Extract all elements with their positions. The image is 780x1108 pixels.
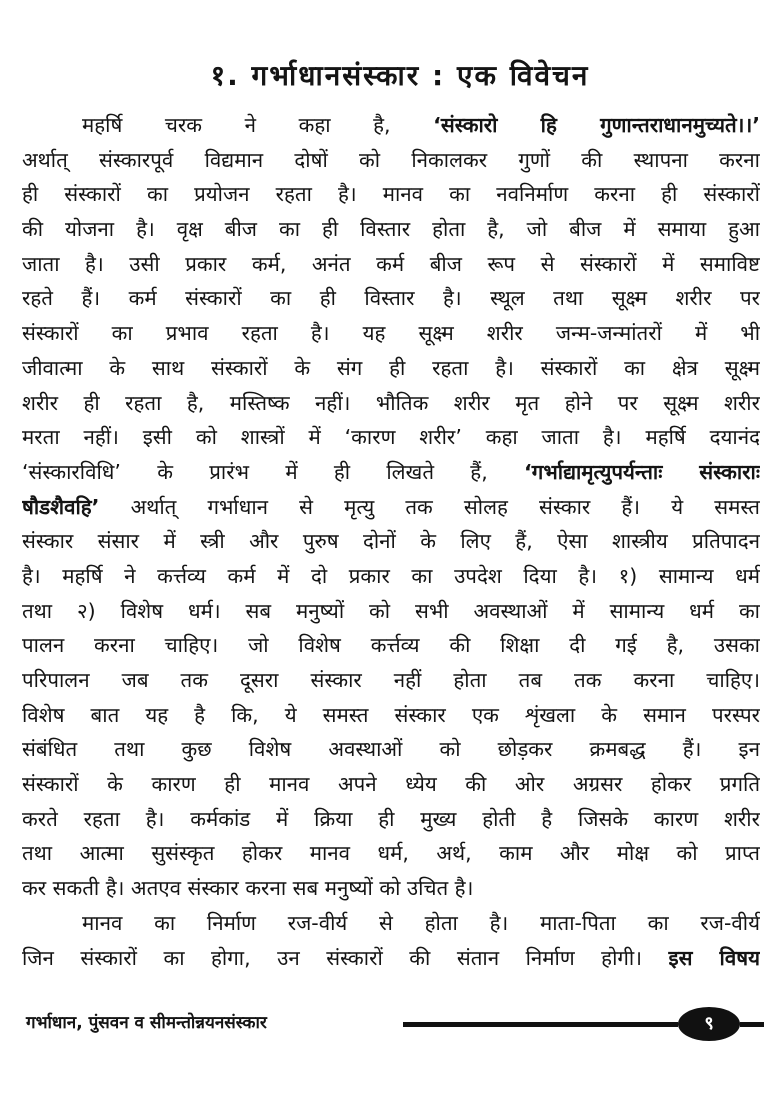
text-line: मानव का निर्माण रज-वीर्य से होता है। माता-पिता का रज-वीर्य — [82, 910, 760, 935]
sanskrit-quote: षौडशैवहि’ — [22, 494, 100, 519]
text-line: संस्कार संसार में स्त्री और पुरुष दोनों के लिए हैं, ऐसा शास्त्रीय प्रतिपादन — [22, 529, 760, 554]
text-line: जीवात्मा के साथ संस्कारों के संग ही रहता है। संस्कारों का क्षेत्र सूक्ष्म — [22, 355, 760, 380]
text-line: करते रहता है। कर्मकांड में क्रिया ही मुख्य होती है जिसके कारण शरीर — [22, 806, 760, 831]
text-line: की योजना है। वृक्ष बीज का ही विस्तार होता है, जो बीज में समाया हुआ — [22, 217, 760, 242]
sanskrit-quote: ‘संस्कारो हि गुणान्तराधानमुच्यते।।’ — [433, 113, 760, 137]
text-line: शरीर ही रहता है, मस्तिष्क नहीं। भौतिक शरीर मृत होने पर सूक्ष्म शरीर — [22, 390, 760, 415]
text-line: पालन करना चाहिए। जो विशेष कर्त्तव्य की शिक्षा दी गई है, उसका — [22, 633, 760, 658]
text-line — [22, 108, 760, 143]
footer-rule — [403, 1022, 678, 1027]
text-line: परिपालन जब तक दूसरा संस्कार नहीं होता तब तक करना चाहिए। — [22, 668, 760, 692]
sanskrit-quote: ‘गर्भाद्यामृत्युपर्यन्ताः संस्काराः — [524, 459, 760, 484]
bold-run: इस विषय — [668, 945, 760, 970]
text-line: ही संस्कारों का प्रयोजन रहता है। मानव का नवनिर्माण करना ही संस्कारों — [22, 182, 760, 207]
text-run: ‘संस्कारविधि’ के प्रारंभ में ही लिखते हैं, — [22, 459, 525, 484]
text-line: तथा २) विशेष धर्म। सब मनुष्यों को सभी अवस्थाओं में सामान्य धर्म का — [22, 598, 760, 623]
text-line — [22, 941, 760, 976]
text-line: मरता नहीं। इसी को शास्त्रों में ‘कारण शरीर’ कहा जाता है। महर्षि दयानंद — [22, 425, 760, 450]
text-line: तथा आत्मा सुसंस्कृत होकर मानव धर्म, अर्थ, काम और मोक्ष को प्राप्त — [22, 841, 760, 866]
page-footer — [18, 1002, 763, 1042]
text-run: महर्षि चरक ने कहा है, — [82, 113, 434, 137]
body-text — [22, 108, 760, 975]
text-run: जिन संस्कारों का होगा, उन संस्कारों की संतान निर्माण होगी। — [22, 945, 669, 970]
text-line: अर्थात् संस्कारपूर्व विद्यमान दोषों को निकालकर गुणों की स्थापना करना — [22, 147, 760, 172]
chapter-heading: १. गर्भाधानसंस्कार : एक विवेचन — [210, 59, 590, 92]
text-line: संस्कारों के कारण ही मानव अपने ध्येय की ओर अग्रसर होकर प्रगति — [22, 772, 760, 797]
text-line: रहते हैं। कर्म संस्कारों का ही विस्तार है। स्थूल तथा सूक्ष्म शरीर पर — [22, 286, 760, 311]
text-line: विशेष बात यह है कि, ये समस्त संस्कार एक शृंखला के समान परस्पर — [22, 702, 760, 727]
text-line: संस्कारों का प्रभाव रहता है। यह सूक्ष्म शरीर जन्म-जन्मांतरों में भी — [22, 321, 760, 346]
text-run: अर्थात् गर्भाधान से मृत्यु तक सोलह संस्कार हैं। ये समस्त — [99, 494, 760, 519]
footer-rule-end — [740, 1022, 764, 1027]
text-line: कर सकती है। अतएव संस्कार करना सब मनुष्यों को उचित है। — [22, 876, 474, 901]
text-line: जाता है। उसी प्रकार कर्म, अनंत कर्म बीज रूप से संस्कारों में समाविष्ट — [22, 251, 760, 276]
text-line: संबंधित तथा कुछ विशेष अवस्थाओं को छोड़कर क्रमबद्ध हैं। इन — [22, 737, 760, 762]
page-number: ९ — [678, 1007, 740, 1041]
text-line — [22, 490, 760, 525]
footer-book-title: गर्भाधान, पुंसवन व सीमन्तोन्नयनसंस्कार — [26, 1013, 267, 1033]
text-line: है। महर्षि ने कर्त्तव्य कर्म में दो प्रकार का उपदेश दिया है। १) सामान्य धर्म — [22, 563, 760, 588]
text-line — [22, 455, 760, 490]
